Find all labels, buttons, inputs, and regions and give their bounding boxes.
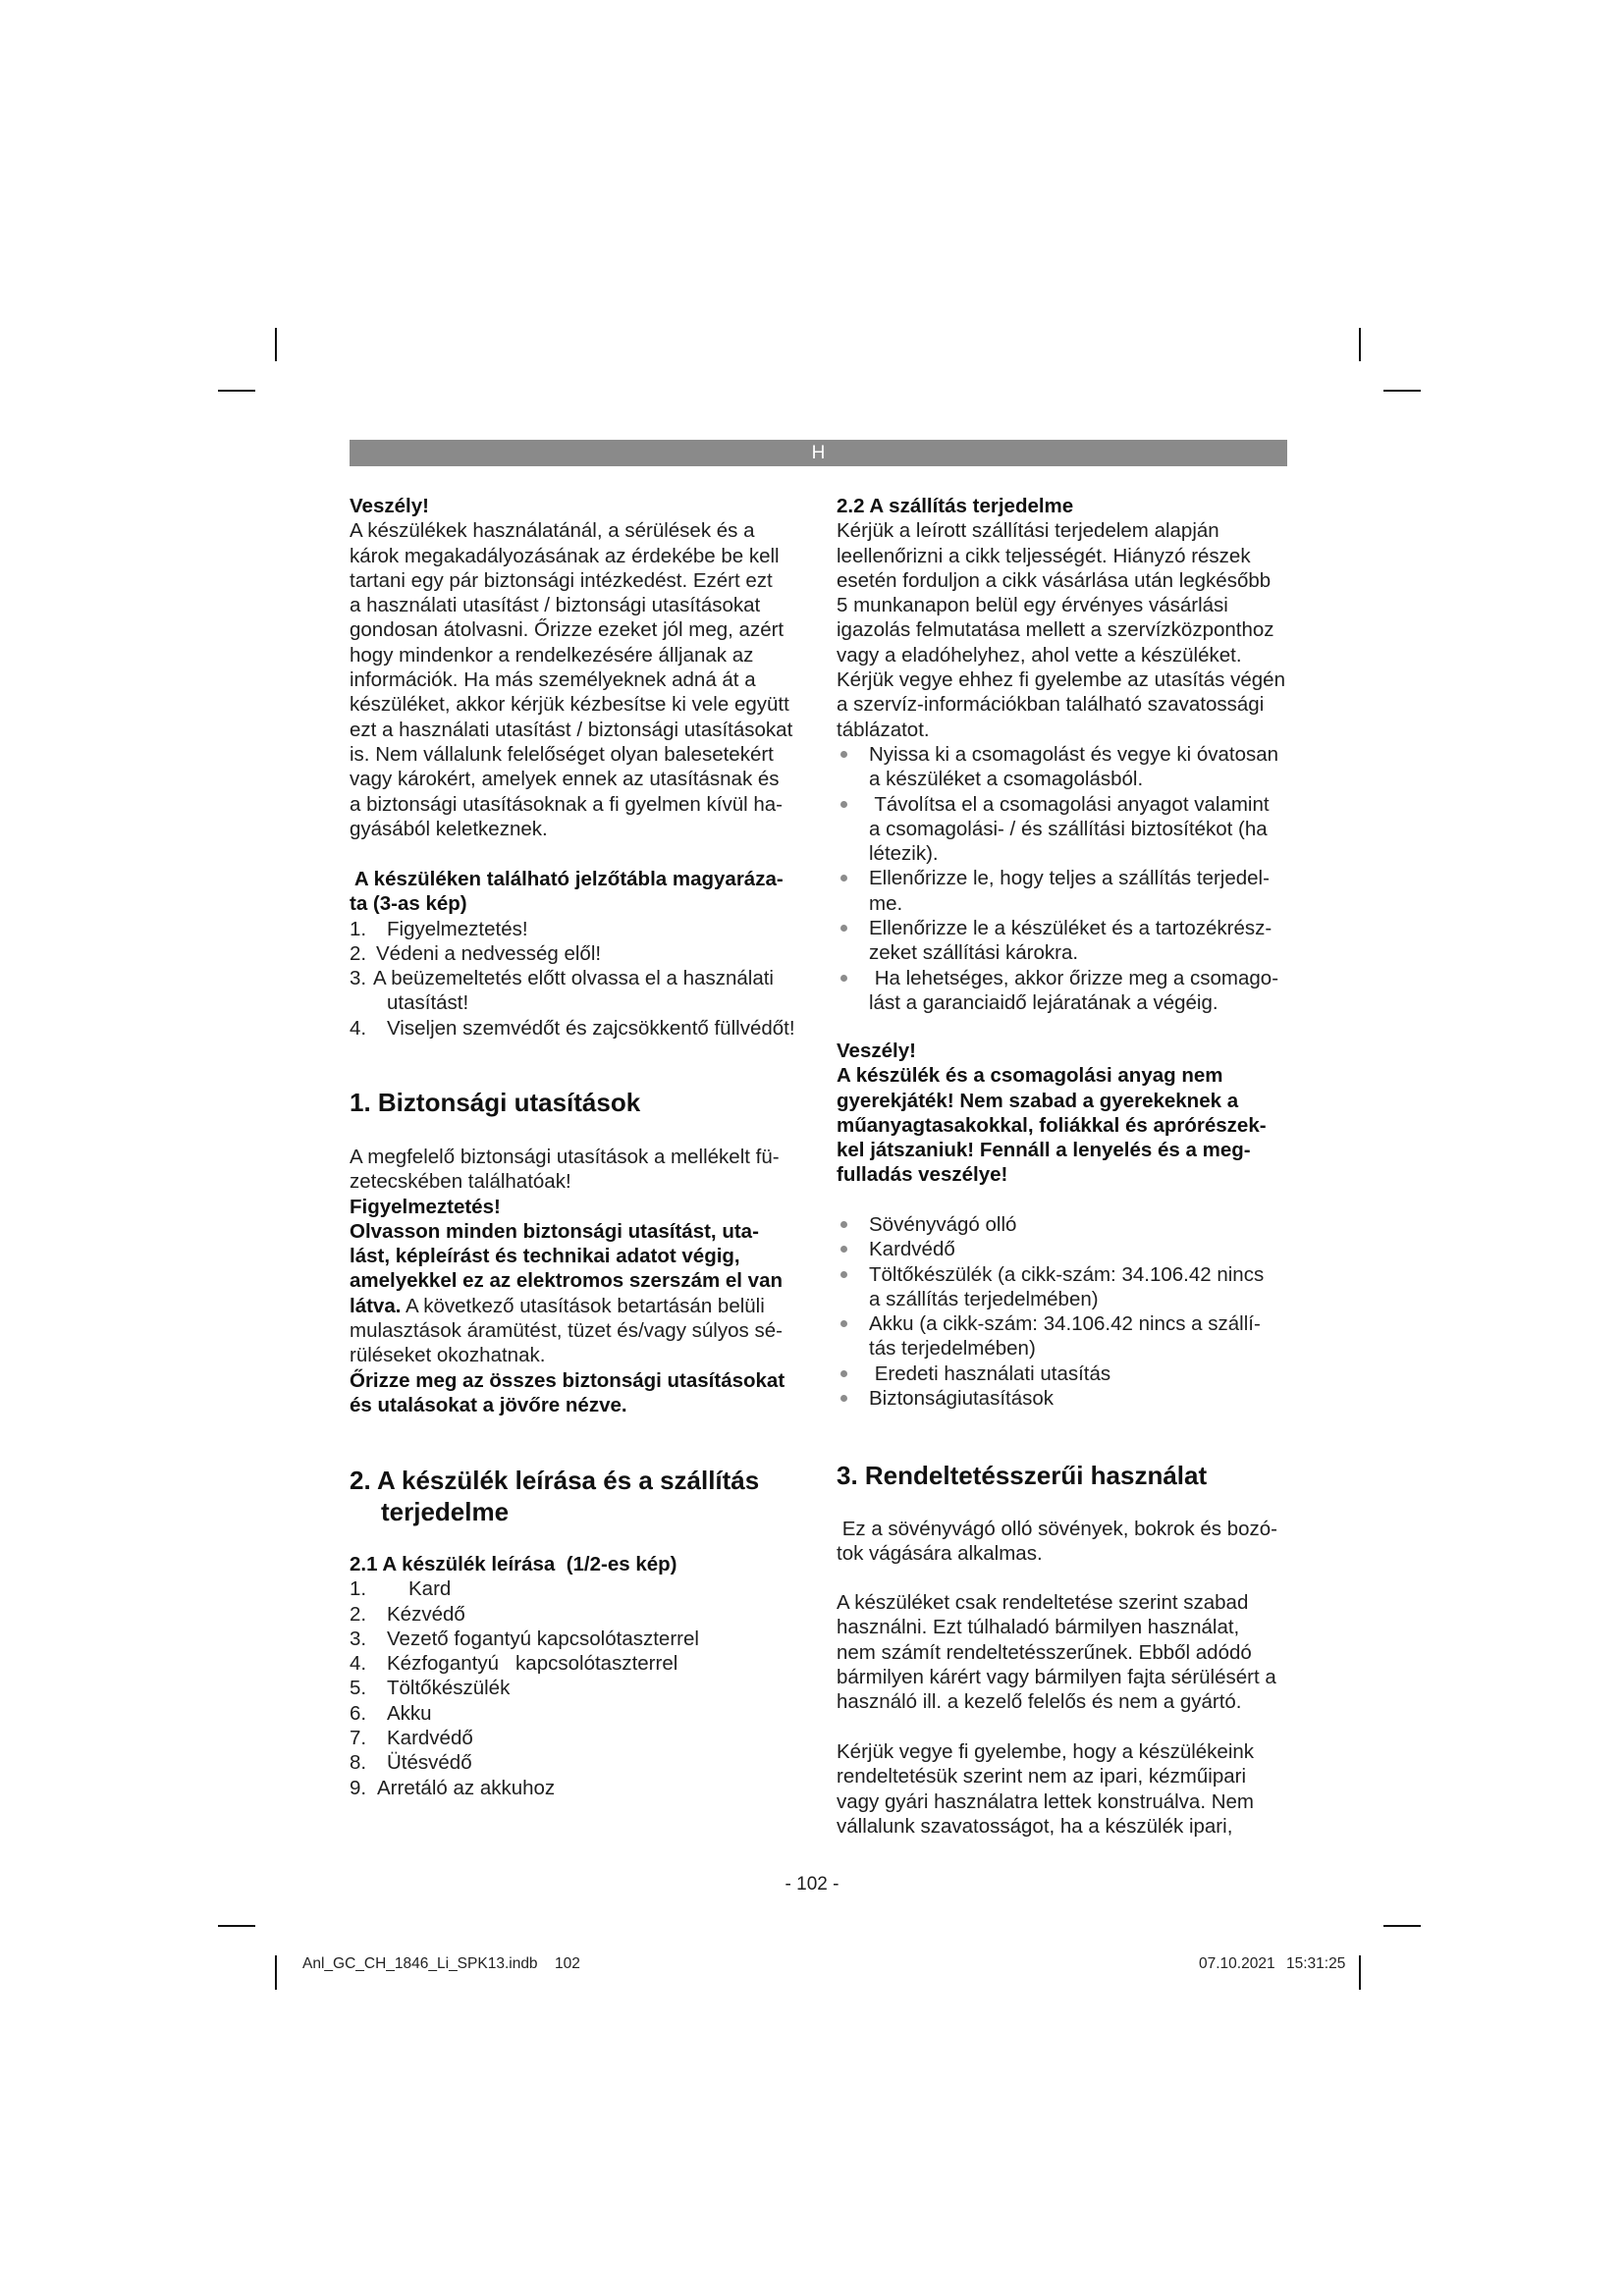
text-line: Akku (a cikk-szám: 34.106.42 nincs a szállí- — [869, 1312, 1261, 1336]
list-number: 4. — [350, 1652, 367, 1676]
parts-list-item — [350, 1676, 811, 1700]
text-line: Ellenőrizze le a készüléket és a tartozékrész- — [869, 917, 1272, 940]
text-line: gyerekjáték! Nem szabad a gyerekeknek a — [837, 1089, 1239, 1112]
bullet-item — [837, 866, 1298, 916]
text-line: amelyekkel ez az elektromos szerszám el van — [350, 1269, 784, 1293]
text-line: Ha lehetséges, akkor őrizze meg a csomago- — [869, 966, 1279, 989]
text-line: Kérjük a leírott szállítási terjedelem alapján — [837, 519, 1219, 543]
safety-instructions — [350, 1145, 811, 1417]
text-line: A megfelelő biztonsági utasítások a mellékelt fü- — [350, 1146, 780, 1168]
text-line: Sövényvágó olló — [869, 1213, 1017, 1236]
text-line: vagy gyári használatra lettek konstruálva. Nem — [837, 1789, 1255, 1813]
section-heading-safety: 1. Biztonsági utasítások — [350, 1088, 641, 1117]
sign-explanation — [350, 867, 811, 1041]
packaging-danger-notice — [837, 1039, 1298, 1188]
crop-mark-bottom-left-vertical — [275, 1955, 277, 1990]
list-item-text: Kard — [408, 1577, 452, 1601]
list-item-text: Kardvédő — [387, 1727, 473, 1750]
list-item-text: Akku — [387, 1701, 432, 1725]
text-line: vagy a eladóhelyhez, ahol vette a készüléket. — [837, 643, 1242, 667]
text-line: Nyissa ki a csomagolást és vegye ki óvatosan — [869, 742, 1279, 766]
text-line: károk megakadályozásának az érdekébe be kell — [350, 544, 780, 567]
intended-use-paragraph-1 — [837, 1517, 1298, 1567]
list-number: 3. — [350, 1627, 367, 1650]
footer-time: 15:31:25 — [1286, 1955, 1346, 1972]
danger-notice — [350, 494, 811, 841]
text-line: gyásából keletkeznek. — [350, 817, 548, 840]
list-number: 9. — [350, 1776, 367, 1799]
text-line: A készülékek használatánál, a sérülések és a — [350, 519, 755, 543]
list-item-text: Viseljen szemvédőt és zajcsökkentő füllvédőt! — [387, 1016, 795, 1040]
list-number: 1. — [350, 917, 367, 940]
text-line: Távolítsa el a csomagolási anyagot valamint — [869, 792, 1270, 816]
list-item-text: Kézvédő — [387, 1602, 465, 1626]
bullet-icon — [840, 875, 847, 881]
parts-list-item — [350, 1726, 811, 1750]
text-line: Biztonságiutasítások — [869, 1387, 1055, 1411]
emphasis-text: látva. — [350, 1294, 402, 1317]
bullet-item — [837, 916, 1298, 966]
text-line: 5 munkanapon belül egy érvényes vásárlási — [837, 594, 1228, 617]
text-line: a használati utasítást / biztonsági utasításokat — [350, 594, 761, 617]
bullet-icon — [840, 1271, 847, 1278]
parts-list-item — [350, 1627, 811, 1651]
crop-mark-top-left-vertical — [275, 328, 277, 361]
parts-list-item — [350, 1701, 811, 1726]
text-line: Kardvédő — [869, 1238, 955, 1261]
text-line: Olvasson minden biztonsági utasítást, uta- — [350, 1219, 759, 1243]
text-line: a biztonsági utasításoknak a fi gyelmen kívül ha- — [350, 792, 783, 816]
warning-title: Figyelmeztetés! — [350, 1195, 501, 1218]
text-line: mulasztások áramütést, tüzet és/vagy súlyos sé- — [350, 1319, 783, 1343]
text-line: a készüléket a csomagolásból. — [869, 768, 1144, 791]
text-line: tartani egy pár biztonsági intézkedést. Ezért ezt — [350, 568, 773, 592]
text-line: Kérjük vegye fi gyelembe, hogy a készülékeink — [837, 1740, 1255, 1763]
bullet-icon — [840, 1320, 847, 1327]
text-line: A készüléket csak rendeltetése szerint szabad — [837, 1591, 1249, 1614]
text-line: vállalunk szavatosságot, ha a készülék ipari, — [837, 1814, 1233, 1838]
bullet-item — [837, 1212, 1298, 1237]
text-line: leellenőrizni a cikk teljességét. Hiányzó részek — [837, 544, 1251, 567]
list-item-text: utasítást! — [387, 991, 469, 1015]
bullet-icon — [840, 751, 847, 758]
list-number: 4. — [350, 1016, 367, 1040]
text-line: Őrizze meg az összes biztonsági utasításokat — [350, 1368, 785, 1392]
text-line: vagy károkért, amelyek ennek az utasításnak és — [350, 768, 780, 791]
list-number: 3. — [350, 967, 367, 990]
page-number: - 102 - — [785, 1874, 839, 1895]
list-number: 2. — [350, 1602, 367, 1626]
crop-mark-top-right-horizontal — [1383, 390, 1421, 392]
crop-mark-bottom-right-vertical — [1359, 1955, 1361, 1990]
text-line: is. Nem vállalunk felelőséget olyan balesetekért — [350, 742, 774, 766]
list-number: 1. — [350, 1577, 367, 1601]
heading-line: terjedelme — [381, 1496, 510, 1526]
text-line: hogy mindenkor a rendelkezésére álljanak az — [350, 643, 754, 667]
text-line: bármilyen kárért vagy bármilyen fajta sérülésért a — [837, 1665, 1276, 1688]
language-header-bar — [350, 440, 1287, 466]
bullet-icon — [840, 925, 847, 932]
text-line: Eredeti használati utasítás — [869, 1362, 1111, 1385]
bullet-item — [837, 1311, 1298, 1362]
text-line: Ez a sövényvágó olló sövények, bokrok és bozó- — [837, 1518, 1277, 1540]
list-item — [350, 966, 811, 1016]
list-item-text: A beüzemeltetés előtt olvassa el a használati — [373, 967, 774, 990]
parts-list-item — [350, 1602, 811, 1627]
text-line: használó ill. a kezelő felelős és nem a gyártó. — [837, 1690, 1242, 1714]
footer-page: 102 — [555, 1955, 580, 1972]
crop-mark-bottom-left-horizontal — [218, 1925, 255, 1927]
language-code: H — [811, 443, 826, 463]
text-run: A következő utasítások betartásán belüli — [401, 1294, 765, 1317]
section-heading-intended-use: 3. Rendeltetésszerűi használat — [837, 1461, 1208, 1490]
bullet-icon — [840, 1246, 847, 1253]
parts-list-item — [350, 1651, 811, 1676]
bullet-item — [837, 1237, 1298, 1261]
section-heading-description — [350, 1466, 811, 1527]
text-line: nem számít rendeltetésszerűnek. Ebből adódó — [837, 1640, 1252, 1664]
crop-mark-top-left-horizontal — [218, 390, 255, 392]
text-line: információk. Ha más személyeknek adná át a — [350, 668, 756, 692]
list-number: 2. — [350, 941, 367, 965]
text-line: a szervíz-információkban található szavatossági — [837, 693, 1265, 717]
text-line: Ellenőrizze le, hogy teljes a szállítás terjedel- — [869, 867, 1270, 890]
text-line: Kérjük vegye ehhez fi gyelembe az utasítás végén — [837, 668, 1285, 692]
text-line: zetecskében találhatóak! — [350, 1170, 571, 1194]
text-line: a csomagolási- / és szállítási biztosítékot (ha — [869, 817, 1268, 840]
parts-list-item — [350, 1750, 811, 1775]
text-line: fulladás veszélye! — [837, 1163, 1008, 1187]
text-line: me. — [869, 891, 903, 915]
bullet-icon — [840, 1221, 847, 1228]
parts-list-item — [350, 1576, 811, 1601]
list-item-text: Kézfogantyú kapcsolótaszterrel — [387, 1652, 678, 1676]
text-line: a szállítás terjedelmében) — [869, 1287, 1099, 1310]
text-line: létezik). — [869, 842, 939, 866]
bullet-item — [837, 1362, 1298, 1386]
list-item — [350, 917, 811, 941]
bullet-item — [837, 1262, 1298, 1312]
list-item-text: Töltőkészülék — [387, 1677, 511, 1700]
intended-use-paragraph-3 — [837, 1739, 1298, 1839]
sub-heading: 2.2 A szállítás terjedelme — [837, 495, 1074, 517]
parts-list-item — [350, 1776, 811, 1800]
text-line: Töltőkészülék (a cikk-szám: 34.106.42 nincs — [869, 1262, 1265, 1286]
text-line: és utalásokat a jövőre nézve. — [350, 1393, 627, 1416]
bullet-item — [837, 966, 1298, 1016]
text-line: A készülék és a csomagolási anyag nem — [837, 1064, 1223, 1088]
heading-line: 2. A készülék leírása és a szállítás — [350, 1466, 760, 1495]
bullet-icon — [840, 1370, 847, 1377]
bullet-item — [837, 742, 1298, 792]
text-line: kel játszaniuk! Fennáll a lenyelés és a meg- — [837, 1139, 1251, 1162]
list-item-text: Vezető fogantyú kapcsolótaszterrel — [387, 1627, 699, 1650]
text-line: műanyagtasakokkal, foliákkal és aprórészek- — [837, 1113, 1267, 1137]
bullet-item — [837, 1386, 1298, 1411]
text-line: igazolás felmutatása mellett a szervízközponthoz — [837, 618, 1274, 642]
list-number: 6. — [350, 1701, 367, 1725]
danger-title: Veszély! — [350, 495, 429, 517]
text-line: zeket szállítási károkra. — [869, 941, 1079, 965]
bullet-icon — [840, 1395, 847, 1402]
sign-explanation-title: ta (3-as kép) — [350, 892, 467, 916]
text-line: táblázatot. — [837, 718, 930, 741]
danger-title: Veszély! — [837, 1040, 916, 1062]
footer-date: 07.10.2021 — [1199, 1955, 1275, 1972]
list-item-text: Figyelmeztetés! — [387, 917, 528, 940]
list-item-text: Védeni a nedvesség elől! — [376, 941, 602, 965]
text-line: használni. Ezt túlhaladó bármilyen használat, — [837, 1616, 1240, 1639]
text-line: ezt a használati utasítást / biztonsági utasításokat — [350, 718, 793, 741]
device-description — [350, 1552, 811, 1800]
text-line: esetén forduljon a cikk vásárlása után legkésőbb — [837, 568, 1272, 592]
list-item-text: Ütésvédő — [387, 1751, 472, 1775]
text-line: gondosan átolvasni. Őrizze ezeket jól meg, azért — [350, 618, 785, 642]
bullet-item — [837, 792, 1298, 867]
text-line: lást, képleírást és technikai adatot végig, — [350, 1245, 740, 1268]
footer-file-name: Anl_GC_CH_1846_Li_SPK13.indb — [302, 1955, 538, 1972]
text-line: rendeltetésük szerint nem az ipari, kézműipari — [837, 1765, 1247, 1789]
text-line: rüléseket okozhatnak. — [350, 1344, 546, 1367]
text-line: tok vágására alkalmas. — [837, 1542, 1043, 1566]
text-line: készüléket, akkor kérjük kézbesítse ki vele együtt — [350, 693, 789, 717]
intended-use-paragraph-2 — [837, 1590, 1298, 1714]
list-number: 5. — [350, 1677, 367, 1700]
crop-mark-top-right-vertical — [1359, 328, 1361, 361]
list-number: 8. — [350, 1751, 367, 1775]
sign-explanation-title: A készüléken található jelzőtábla magyaráza- — [350, 868, 784, 890]
text-line: tás terjedelmében) — [869, 1337, 1036, 1361]
bullet-icon — [840, 975, 847, 982]
text-line — [350, 1294, 811, 1318]
delivery-scope — [837, 494, 1298, 1015]
list-item-text: Arretáló az akkuhoz — [377, 1776, 556, 1799]
text-line: lást a garanciaidő lejáratának a végéig. — [869, 990, 1218, 1014]
sub-heading: 2.1 A készülék leírása (1/2-es kép) — [350, 1553, 677, 1575]
crop-mark-bottom-right-horizontal — [1383, 1925, 1421, 1927]
list-item — [350, 941, 811, 966]
list-number: 7. — [350, 1727, 367, 1750]
list-item — [350, 1016, 811, 1041]
package-contents-list — [837, 1212, 1298, 1411]
bullet-icon — [840, 801, 847, 808]
